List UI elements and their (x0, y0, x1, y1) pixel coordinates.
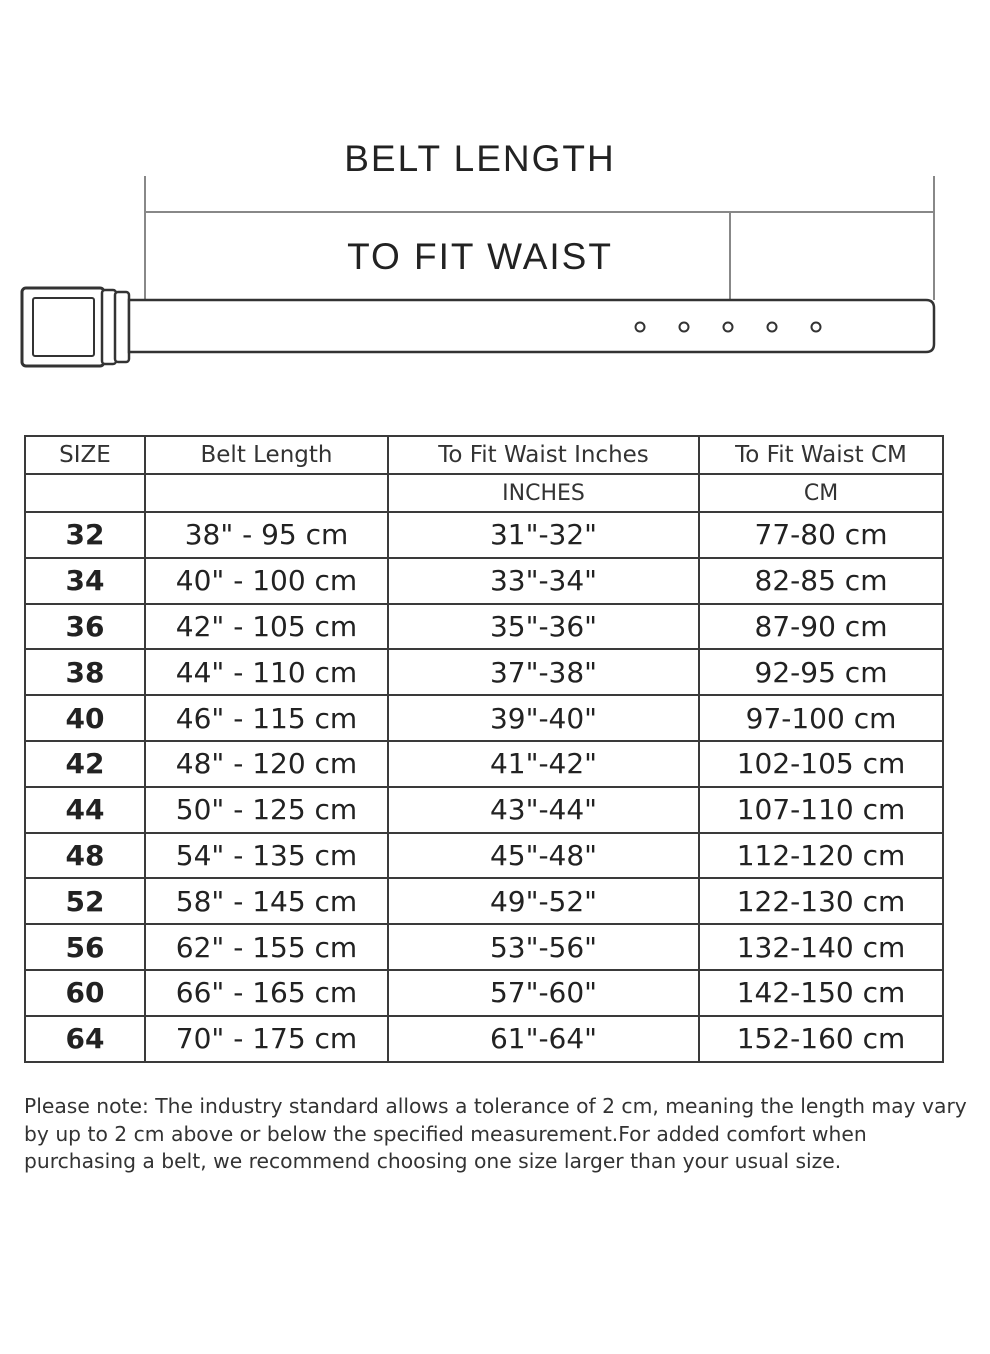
waist-inches-cell: 41"-42" (388, 741, 699, 787)
belt-hole (636, 323, 645, 332)
waist-inches-cell: 49"-52" (388, 878, 699, 924)
size-cell: 32 (25, 512, 145, 558)
subheader-belt-length (145, 474, 388, 512)
waist-inches-cell: 57"-60" (388, 970, 699, 1016)
belt-length-cell: 58" - 145 cm (145, 878, 388, 924)
waist-inches-cell: 61"-64" (388, 1016, 699, 1062)
belt-diagram (0, 0, 990, 400)
size-cell: 34 (25, 558, 145, 604)
size-cell: 52 (25, 878, 145, 924)
table-row (25, 924, 943, 970)
subheader-size (25, 474, 145, 512)
belt-length-cell: 38" - 95 cm (145, 512, 388, 558)
waist-cm-cell: 112-120 cm (699, 833, 943, 879)
waist-inches-cell: 35"-36" (388, 604, 699, 650)
waist-cm-cell: 97-100 cm (699, 695, 943, 741)
belt-length-cell: 46" - 115 cm (145, 695, 388, 741)
waist-inches-cell: 53"-56" (388, 924, 699, 970)
header-waist-cm: To Fit Waist CM (699, 436, 943, 474)
size-cell: 42 (25, 741, 145, 787)
waist-cm-cell: 87-90 cm (699, 604, 943, 650)
waist-cm-cell: 82-85 cm (699, 558, 943, 604)
subheader-inches: INCHES (388, 474, 699, 512)
header-waist-inches: To Fit Waist Inches (388, 436, 699, 474)
size-cell: 44 (25, 787, 145, 833)
waist-cm-cell: 122-130 cm (699, 878, 943, 924)
table-row (25, 878, 943, 924)
subheader-cm: CM (699, 474, 943, 512)
waist-inches-cell: 43"-44" (388, 787, 699, 833)
belt-length-cell: 62" - 155 cm (145, 924, 388, 970)
table-row (25, 604, 943, 650)
belt-length-cell: 42" - 105 cm (145, 604, 388, 650)
belt-length-label: BELT LENGTH (344, 138, 616, 179)
header-belt-length: Belt Length (145, 436, 388, 474)
size-cell: 48 (25, 833, 145, 879)
belt-hole (724, 323, 733, 332)
size-cell: 36 (25, 604, 145, 650)
table-row (25, 833, 943, 879)
belt-length-cell: 54" - 135 cm (145, 833, 388, 879)
belt-length-cell: 70" - 175 cm (145, 1016, 388, 1062)
table-row (25, 695, 943, 741)
size-cell: 56 (25, 924, 145, 970)
size-cell: 64 (25, 1016, 145, 1062)
table-row (25, 970, 943, 1016)
size-cell: 38 (25, 649, 145, 695)
table-header-row (25, 436, 943, 474)
table-row (25, 787, 943, 833)
belt-hole (680, 323, 689, 332)
belt-length-cell: 48" - 120 cm (145, 741, 388, 787)
waist-inches-cell: 45"-48" (388, 833, 699, 879)
waist-cm-cell: 92-95 cm (699, 649, 943, 695)
belt-length-cell: 40" - 100 cm (145, 558, 388, 604)
tolerance-note: Please note: The industry standard allows a tolerance of 2 cm, meaning the length may vary by up to 2 cm above or below the specified measurement.For added comfort when purchasing a belt, we recommend choosing one size larger than your usual size. (24, 1094, 967, 1173)
table-row (25, 1016, 943, 1062)
table-subheader-row (25, 474, 943, 512)
buckle-inner (33, 298, 94, 356)
belt-hole (812, 323, 821, 332)
belt-hole (768, 323, 777, 332)
waist-cm-cell: 77-80 cm (699, 512, 943, 558)
waist-cm-cell: 152-160 cm (699, 1016, 943, 1062)
waist-cm-cell: 102-105 cm (699, 741, 943, 787)
table-row (25, 741, 943, 787)
waist-cm-cell: 107-110 cm (699, 787, 943, 833)
to-fit-waist-label: TO FIT WAIST (347, 236, 613, 277)
waist-inches-cell: 33"-34" (388, 558, 699, 604)
waist-inches-cell: 39"-40" (388, 695, 699, 741)
belt-length-cell: 50" - 125 cm (145, 787, 388, 833)
belt-length-cell: 44" - 110 cm (145, 649, 388, 695)
waist-inches-cell: 37"-38" (388, 649, 699, 695)
belt-loop (115, 292, 129, 362)
waist-inches-cell: 31"-32" (388, 512, 699, 558)
waist-cm-cell: 132-140 cm (699, 924, 943, 970)
size-cell: 40 (25, 695, 145, 741)
waist-cm-cell: 142-150 cm (699, 970, 943, 1016)
table-row (25, 649, 943, 695)
table-row (25, 512, 943, 558)
belt-length-cell: 66" - 165 cm (145, 970, 388, 1016)
belt-illustration (0, 0, 990, 400)
size-chart-table (24, 435, 944, 1063)
size-cell: 60 (25, 970, 145, 1016)
table-row (25, 558, 943, 604)
header-size: SIZE (25, 436, 145, 474)
